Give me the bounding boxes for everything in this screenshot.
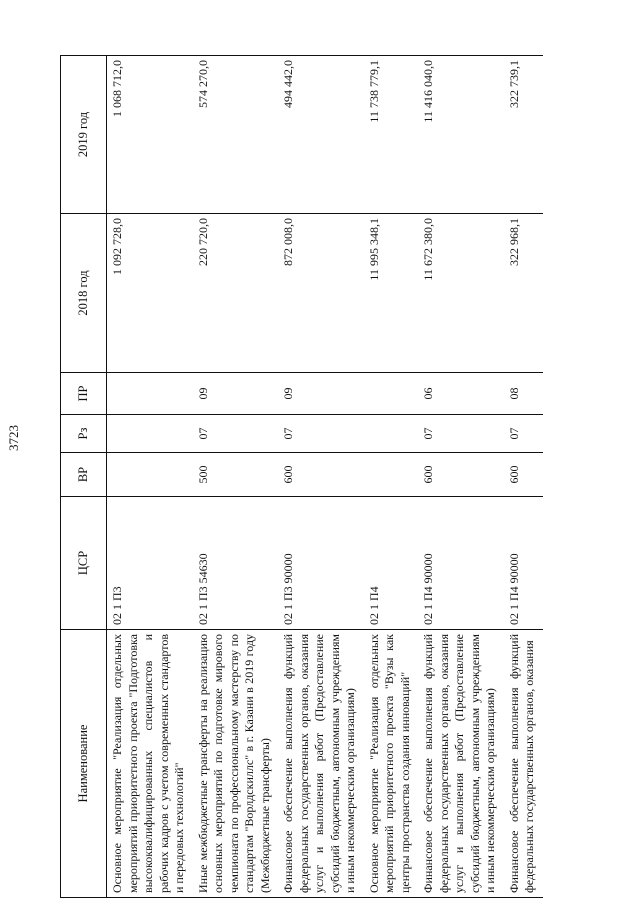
header-pr: ПР — [61, 373, 107, 415]
header-vr: ВР — [61, 453, 107, 497]
row-name: Финансовое обеспечение выполнения функций федеральных государственных органов, оказания услуг и выполнения работ (Предоставление субсидий бюджетным, автономным учреждениям и иным некоммерческим организациям) — [278, 630, 364, 898]
row-rz: 07 — [193, 415, 279, 453]
row-csr: 02 1 П4 90000 — [504, 497, 543, 630]
row-pr: 09 — [193, 373, 279, 415]
row-csr: 02 1 П3 54630 — [193, 497, 279, 630]
row-name: Основное мероприятие "Реализация отдельных мероприятий приоритетного проекта "Подготовка высококвалифицированных специалистов и рабочих кадров с учетом современных стандартов и передовых технологий" — [107, 630, 193, 898]
row-pr: 08 — [504, 373, 543, 415]
row-name: Финансовое обеспечение выполнения функций федеральных государственных органов, оказания услуг и выполнения работ (Предоставление субсидий бюджетным, автономным учреждениям и иным некоммерческим организациям) — [418, 630, 504, 898]
row-rz: 07 — [504, 415, 543, 453]
row-vr: 600 — [504, 453, 543, 497]
header-rz: Рз — [61, 415, 107, 453]
row-pr — [364, 373, 419, 415]
page-number: 3723 — [6, 425, 21, 451]
row-2018: 322 968,1 — [504, 214, 543, 373]
header-name: Наименование — [61, 630, 107, 898]
row-rz: 07 — [418, 415, 504, 453]
row-rz — [107, 415, 193, 453]
row-csr: 02 1 П4 90000 — [418, 497, 504, 630]
row-2019: 11 416 040,0 — [418, 56, 504, 214]
table-row — [278, 56, 364, 898]
row-vr: 600 — [418, 453, 504, 497]
row-2019: 1 068 712,0 — [107, 56, 193, 214]
row-2018: 11 995 348,1 — [364, 214, 419, 373]
row-name: Иные межбюджетные трансферты на реализацию основных мероприятий по подготовке мирового чемпионата по профессиональному мастерству по стандартам "Ворлдскиллс" в г. Казани в 2019 году (Межбюджетные трансферты) — [193, 630, 279, 898]
row-2019: 494 442,0 — [278, 56, 364, 214]
row-vr: 600 — [278, 453, 364, 497]
row-csr: 02 1 П3 90000 — [278, 497, 364, 630]
row-2019: 574 270,0 — [193, 56, 279, 214]
table-row — [504, 56, 543, 898]
row-2018: 1 092 728,0 — [107, 214, 193, 373]
header-2019: 2019 год — [61, 56, 107, 214]
row-vr — [364, 453, 419, 497]
row-2018: 220 720,0 — [193, 214, 279, 373]
row-2019: 322 739,1 — [504, 56, 543, 214]
row-name: Финансовое обеспечение выполнения функций федеральных государственных органов, оказания — [504, 630, 543, 898]
row-2018: 11 672 380,0 — [418, 214, 504, 373]
header-csr: ЦСР — [61, 497, 107, 630]
row-vr — [107, 453, 193, 497]
table-header-row — [61, 56, 107, 898]
table-row — [107, 56, 193, 898]
table-row — [364, 56, 419, 898]
header-2018: 2018 год — [61, 214, 107, 373]
row-pr: 06 — [418, 373, 504, 415]
row-csr: 02 1 П4 — [364, 497, 419, 630]
row-name: Основное мероприятие "Реализация отдельных мероприятий приоритетного проекта "Вузы как центры пространства создания инноваций" — [364, 630, 419, 898]
row-pr: 09 — [278, 373, 364, 415]
budget-table — [60, 55, 543, 898]
row-2018: 872 008,0 — [278, 214, 364, 373]
row-csr: 02 1 П3 — [107, 497, 193, 630]
row-2019: 11 738 779,1 — [364, 56, 419, 214]
row-pr — [107, 373, 193, 415]
row-vr: 500 — [193, 453, 279, 497]
table-row — [193, 56, 279, 898]
row-rz: 07 — [278, 415, 364, 453]
table-row — [418, 56, 504, 898]
row-rz — [364, 415, 419, 453]
